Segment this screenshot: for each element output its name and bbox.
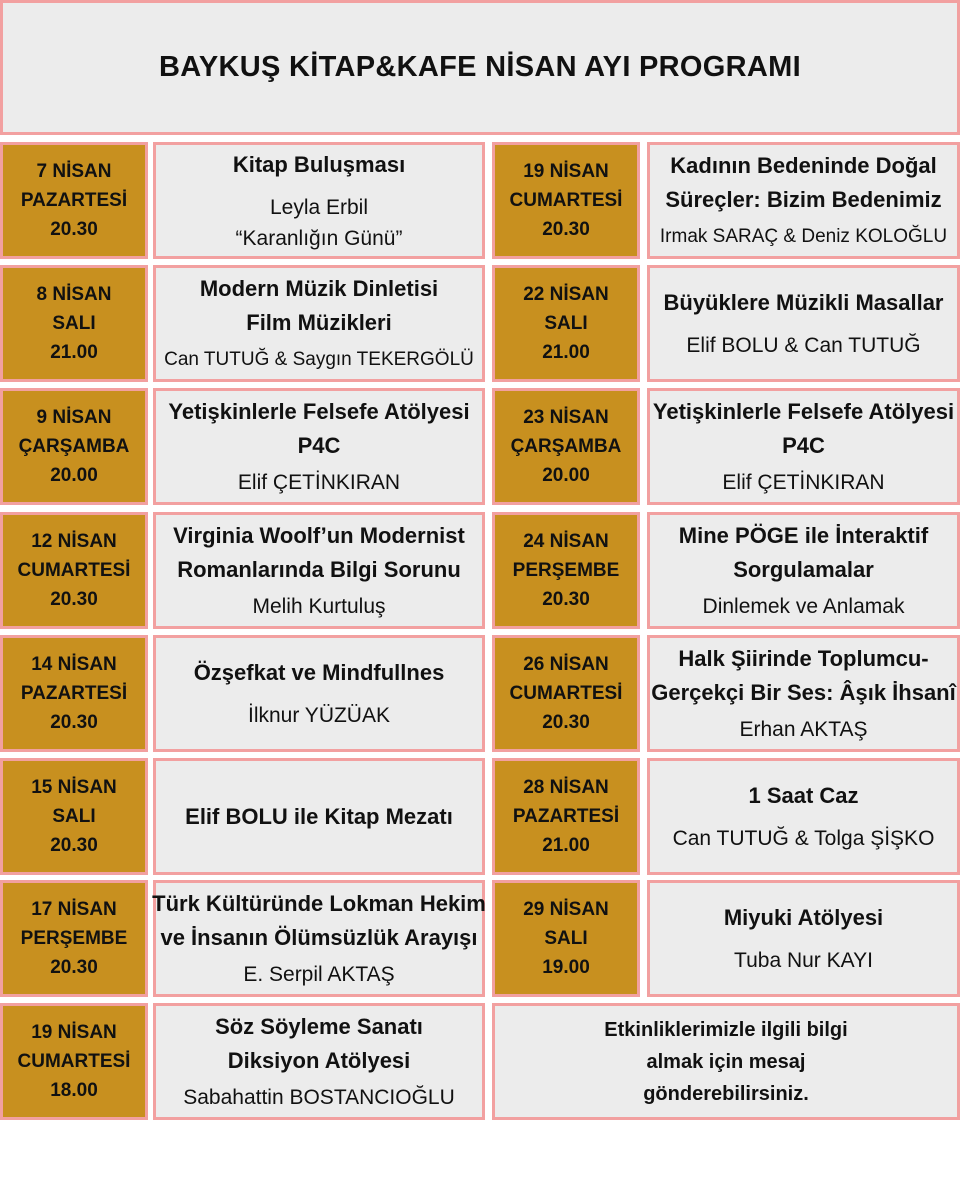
date-line: 29 NİSAN [523, 899, 609, 920]
left-date-cell [0, 758, 148, 875]
right-date-cell [492, 635, 640, 752]
event-title: Özşefkat ve Mindfullnes [193, 660, 445, 685]
date-line: 23 NİSAN [523, 407, 609, 428]
date-line: 12 NİSAN [31, 531, 117, 552]
right-event-cell [647, 265, 960, 382]
left-date-cell [0, 388, 148, 505]
date-line: 15 NİSAN [31, 777, 117, 798]
date-line: 20.30 [50, 957, 98, 978]
date-line: 9 NİSAN [36, 407, 112, 428]
left-event-cell [153, 635, 485, 752]
left-date-cell [0, 142, 148, 259]
date-line: 21.00 [542, 835, 590, 856]
left-event-cell [153, 388, 485, 505]
date-line: 14 NİSAN [31, 654, 117, 675]
date-line: 26 NİSAN [523, 654, 609, 675]
event-title: Film Müzikleri [246, 310, 392, 335]
event-title: Elif BOLU ile Kitap Mezatı [185, 803, 453, 829]
event-title: Türk Kültüründe Lokman Hekim [152, 891, 486, 916]
event-person: Irmak SARAÇ & Deniz KOLOĞLU [659, 226, 948, 247]
date-line: SALI [52, 313, 96, 334]
right-event-cell [647, 388, 960, 505]
event-person: Sabahattin BOSTANCIOĞLU [183, 1086, 455, 1109]
date-line: 28 NİSAN [523, 777, 609, 798]
date-line: 20.30 [542, 589, 590, 610]
date-line: 19.00 [542, 957, 590, 978]
date-line: 20.30 [50, 589, 98, 610]
date-line: SALI [544, 928, 588, 949]
right-date-cell [492, 265, 640, 382]
date-line: CUMARTESİ [17, 560, 131, 581]
date-line: 20.30 [542, 712, 590, 733]
event-title: Miyuki Atölyesi [723, 905, 884, 930]
right-event-cell [647, 512, 960, 629]
left-event-cell [153, 142, 485, 259]
event-person: Can TUTUĞ & Saygın TEKERGÖLÜ [164, 349, 474, 370]
right-event-cell [647, 142, 960, 259]
event-title: Yetişkinlerle Felsefe Atölyesi [652, 399, 955, 424]
event-title: Diksiyon Atölyesi [227, 1048, 411, 1073]
date-line: ÇARŞAMBA [510, 436, 622, 457]
date-line: 20.30 [50, 712, 98, 733]
date-line: 22 NİSAN [523, 284, 609, 305]
date-line: 19 NİSAN [523, 161, 609, 182]
page-title: BAYKUŞ KİTAP&KAFE NİSAN AYI PROGRAMI [159, 51, 801, 83]
date-line: 19 NİSAN [31, 1022, 117, 1043]
date-line: ÇARŞAMBA [18, 436, 130, 457]
left-date-cell [0, 265, 148, 382]
event-title: Virginia Woolf’un Modernist [173, 523, 465, 548]
event-title: Sorgulamalar [733, 557, 874, 582]
date-line: 21.00 [50, 342, 98, 363]
date-line: PERŞEMBE [512, 560, 620, 581]
date-line: 21.00 [542, 342, 590, 363]
event-person: Elif ÇETİNKIRAN [722, 471, 885, 494]
left-date-cell [0, 880, 148, 997]
date-line: CUMARTESİ [509, 190, 623, 211]
date-line: SALI [544, 313, 588, 334]
date-line: 17 NİSAN [31, 899, 117, 920]
date-line: CUMARTESİ [509, 683, 623, 704]
event-person: Dinlemek ve Anlamak [702, 595, 905, 618]
date-line: 20.00 [50, 465, 98, 486]
event-title: Söz Söyleme Sanatı [215, 1014, 423, 1039]
date-line: 8 NİSAN [36, 284, 112, 305]
program-header [0, 0, 960, 135]
event-person: “Karanlığın Günü” [235, 226, 403, 250]
date-line: 18.00 [50, 1080, 98, 1101]
right-event-cell [647, 635, 960, 752]
right-event-cell [647, 758, 960, 875]
date-line: 20.30 [50, 219, 98, 240]
left-event-cell [153, 1003, 485, 1120]
info-note-line: gönderebilirsiniz. [643, 1082, 809, 1105]
event-title: P4C [297, 433, 341, 458]
event-title: Modern Müzik Dinletisi [199, 276, 439, 301]
event-title: Yetişkinlerle Felsefe Atölyesi [168, 399, 470, 424]
info-note-line: Etkinliklerimizle ilgili bilgi [604, 1018, 848, 1041]
event-title: Kitap Buluşması [232, 151, 406, 177]
date-line: 24 NİSAN [523, 531, 609, 552]
event-person: Elif ÇETİNKIRAN [237, 471, 401, 494]
right-date-cell [492, 880, 640, 997]
date-line: PAZARTESİ [512, 806, 620, 827]
left-date-cell [0, 635, 148, 752]
event-title: P4C [782, 433, 825, 458]
date-line: PAZARTESİ [20, 190, 128, 211]
date-line: CUMARTESİ [17, 1051, 131, 1072]
date-line: 20.00 [542, 465, 590, 486]
event-title: Romanlarında Bilgi Sorunu [177, 557, 461, 582]
event-title: ve İnsanın Ölümsüzlük Arayışı [160, 925, 478, 950]
event-title: Mine PÖGE ile İnteraktif [678, 523, 929, 548]
left-event-cell [153, 880, 485, 997]
left-event-cell [153, 512, 485, 629]
date-line: PAZARTESİ [20, 683, 128, 704]
event-person: Leyla Erbil [269, 195, 369, 219]
left-date-cell [0, 1003, 148, 1120]
event-title: Halk Şiirinde Toplumcu- [678, 646, 929, 671]
event-person: Can TUTUĞ & Tolga ŞİŞKO [672, 827, 935, 850]
event-person: Tuba Nur KAYI [734, 949, 873, 972]
info-note-cell [492, 1003, 960, 1120]
event-person: İlknur YÜZÜAK [248, 704, 390, 727]
date-line: 7 NİSAN [36, 161, 112, 182]
event-person: Melih Kurtuluş [252, 595, 386, 618]
right-date-cell [492, 512, 640, 629]
event-person: Elif BOLU & Can TUTUĞ [686, 334, 921, 357]
right-date-cell [492, 758, 640, 875]
right-event-cell [647, 880, 960, 997]
event-title: Süreçler: Bizim Bedenimiz [665, 187, 942, 212]
event-title: 1 Saat Caz [748, 783, 859, 808]
date-line: 20.30 [542, 219, 590, 240]
date-line: SALI [52, 806, 96, 827]
event-person: Erhan AKTAŞ [739, 718, 868, 741]
date-line: PERŞEMBE [20, 928, 128, 949]
left-date-cell [0, 512, 148, 629]
event-title: Gerçekçi Bir Ses: Âşık İhsanî [651, 680, 956, 705]
right-date-cell [492, 142, 640, 259]
right-date-cell [492, 388, 640, 505]
left-event-cell [153, 758, 485, 875]
event-person: E. Serpil AKTAŞ [243, 963, 395, 986]
date-line: 20.30 [50, 835, 98, 856]
event-title: Kadının Bedeninde Doğal [670, 153, 937, 178]
left-event-cell [153, 265, 485, 382]
info-note-line: almak için mesaj [646, 1050, 806, 1073]
event-title: Büyüklere Müzikli Masallar [663, 290, 944, 315]
